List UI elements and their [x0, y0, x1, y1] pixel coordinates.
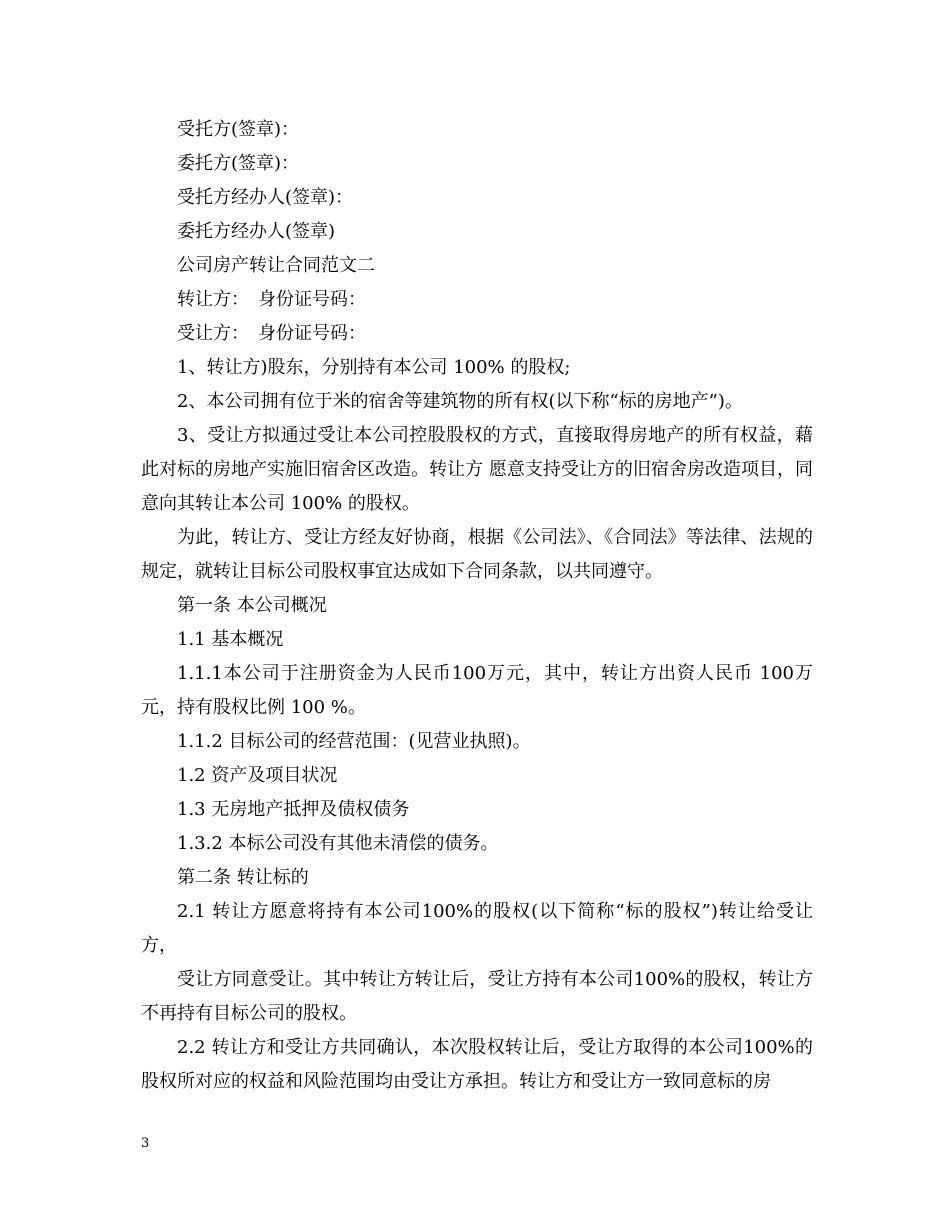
document-body: [141, 113, 813, 1099]
signature-line-trustor-agent: 委托方经办人(签章): [177, 221, 336, 242]
clause-1-3: 1.3 无房地产抵押及债权债务: [177, 799, 410, 820]
clause-1-1-2: 1.1.2 目标公司的经营范围：(见营业执照)。: [177, 731, 531, 752]
clause-1-3-2: 1.3.2 本标公司没有其他未清偿的债务。: [177, 833, 499, 854]
clause-2-1: 2.1 转让方愿意将持有本公司100%的股权(以下简称“标的股权”)转让给受让方，: [141, 901, 813, 956]
clause-1-2: 1.2 资产及项目状况: [177, 765, 338, 786]
transferor-line: 转让方： 身份证号码：: [177, 289, 366, 310]
recital-2: 2、本公司拥有位于米的宿舍等建筑物的所有权(以下称“标的房地产”)。: [177, 391, 743, 412]
page-number: 3: [141, 1136, 150, 1151]
signature-line-trustee-agent: 受托方经办人(签章)：: [177, 187, 354, 208]
signature-line-trustee: 受托方(签章)：: [177, 119, 300, 140]
clause-1-1: 1.1 基本概况: [177, 629, 284, 650]
signature-line-trustor: 委托方(签章)：: [177, 153, 300, 174]
recital-whereas: 为此，转让方、受让方经友好协商，根据《公司法》、《合同法》等法律、法规的规定，就转让目标公司股权事宜达成如下合同条款，以共同遵守。: [141, 527, 813, 582]
transferee-line: 受让方： 身份证号码：: [177, 323, 366, 344]
recital-1: 1、转让方)股东，分别持有本公司 100% 的股权;: [177, 357, 571, 378]
clause-2-2: 2.2 转让方和受让方共同确认，本次股权转让后，受让方取得的本公司100%的股权所对应的权益和风险范围均由受让方承担。转让方和受让方一致同意标的房: [141, 1037, 813, 1092]
clause-1-1-1: 1.1.1本公司于注册资金为人民币100万元，其中，转让方出资人民币 100万元，持有股权比例 100 %。: [141, 663, 813, 718]
clause-2-1-continued: 受让方同意受让。其中转让方转让后，受让方持有本公司100%的股权，转让方不再持有目标公司的股权。: [141, 969, 813, 1024]
recital-3: 3、受让方拟通过受让本公司控股股权的方式，直接取得房地产的所有权益，藉此对标的房地产实施旧宿舍区改造。转让方 愿意支持受让方的旧宿舍房改造项目，同意向其转让本公司 100% 的股权。: [141, 425, 813, 514]
article-1-heading: 第一条 本公司概况: [177, 595, 327, 616]
section-title: 公司房产转让合同范文二: [177, 255, 375, 276]
article-2-heading: 第二条 转让标的: [177, 867, 309, 888]
